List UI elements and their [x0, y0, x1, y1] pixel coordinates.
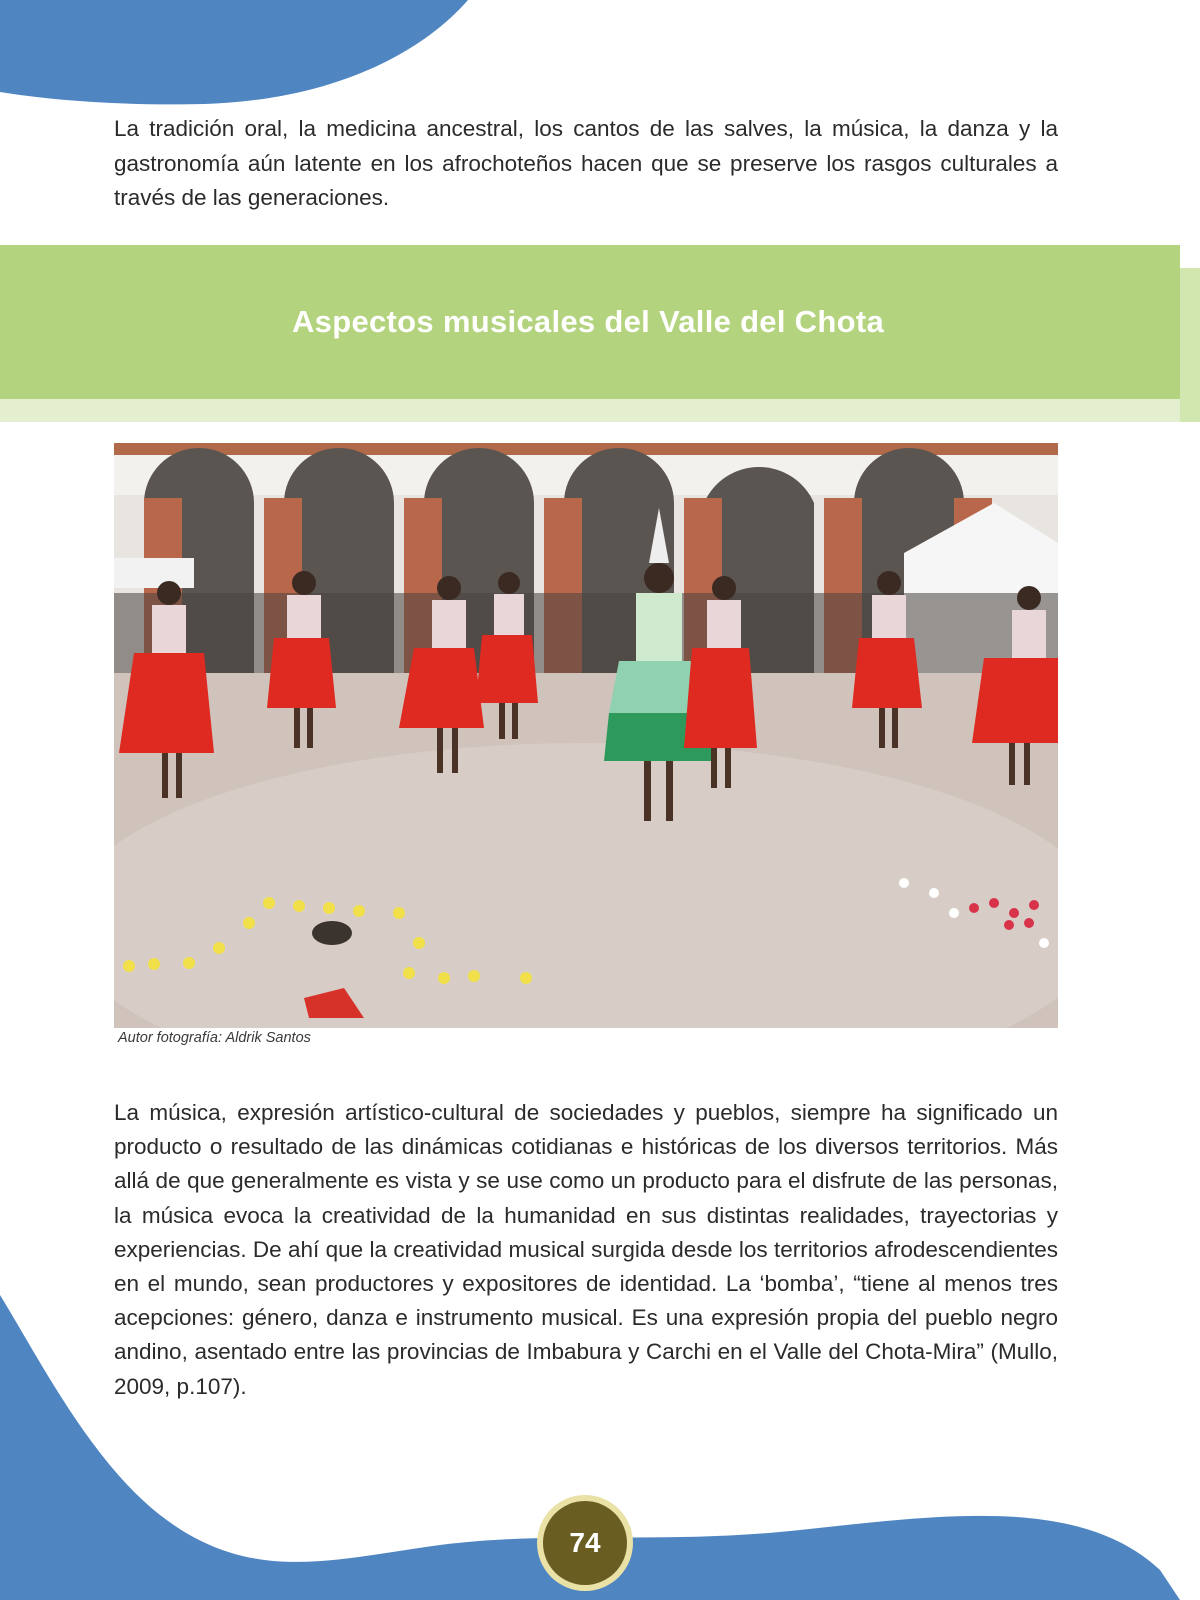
section-banner — [0, 245, 1180, 399]
dance-photo — [114, 443, 1058, 1028]
intro-paragraph: La tradición oral, la medicina ancestral, los cantos de las salves, la música, la danza y la gastronomía aún latente en los afrochoteños hacen que se preserve los rasgos culturales a través de las generaciones. — [114, 116, 1058, 210]
section-title: Aspectos musicales del Valle del Chota — [291, 304, 884, 339]
body-paragraph: La música, expresión artístico-cultural de sociedades y pueblos, siempre ha significado un producto o resultado de las dinámicas cotidianas e históricas de los diversos territorios. Más allá de que generalmente es vista y se use como un producto para el disfrute de las personas, la música evoca la creatividad de la humanidad en sus distintas realidades, trayectorias y experiencias. De ahí que la creatividad musical surgida desde los territorios afrodescendientes en el mundo, sean productores y expositores de identidad. La ‘bomba’, “tiene al menos tres acepciones: género, danza e instrumento musical. Es una expresión propia del pueblo negro andino, asentado entre las provincias de Imbabura y Carchi en el Valle del Chota-Mira” (Mullo, 2009, p.107). — [114, 1100, 1058, 1399]
banner-side-tab — [1180, 268, 1200, 422]
page-number: 74 — [543, 1501, 627, 1585]
photo-caption: Autor fotografía: Aldrik Santos — [118, 1030, 311, 1046]
top-wave-shape — [0, 0, 468, 104]
